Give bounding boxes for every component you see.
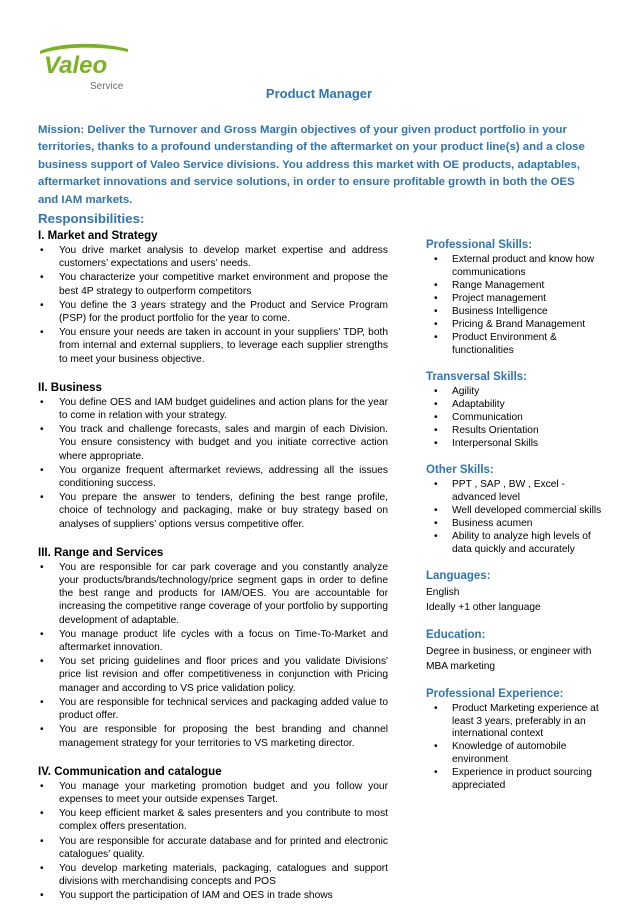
- bullet: •: [434, 332, 438, 344]
- list-item: • Product Marketing experience at least 3 years, preferably in an international context: [434, 702, 599, 740]
- list-item: • You characterize your competitive market environment and propose the best 4P strategy to outperform competitors: [40, 272, 388, 297]
- bullet: •: [434, 767, 438, 779]
- list-item: • You set pricing guidelines and floor prices and you validate Divisions' price list revision and offer competitiveness in conjunction with Pricing manager and according to VS price validation policy.: [40, 656, 388, 694]
- section-title: III. Range and Services: [38, 546, 164, 559]
- bullet: •: [434, 292, 438, 304]
- responsibilities-heading: Responsibilities:: [38, 211, 145, 226]
- bullet: •: [434, 385, 438, 397]
- bullet: •: [434, 702, 438, 714]
- list-item: • You are responsible for proposing the best branding and channel management strategy for your territories to VS marketing director.: [40, 724, 388, 749]
- education-text: Degree in business, or engineer with MBA marketing: [426, 645, 592, 673]
- education: [426, 628, 606, 675]
- list-item: • You are responsible for technical services and packaging added value to product offer.: [40, 696, 388, 722]
- bullet: •: [40, 890, 44, 902]
- bullet: •: [40, 696, 44, 708]
- list-item: • You manage your marketing promotion budget and you follow your expenses to meet your outside expenses Target.: [40, 780, 388, 805]
- logo-sub-text: Service: [90, 81, 124, 92]
- list-item: • Adaptability: [434, 398, 505, 410]
- transversal-skills: [426, 370, 606, 451]
- bullet: •: [434, 479, 438, 491]
- list-item: • Agility: [434, 385, 480, 397]
- bullet: •: [434, 425, 438, 437]
- list-item: • Communication: [434, 412, 523, 424]
- bullet: •: [40, 492, 44, 504]
- list-item: • Knowledge of automobile environment: [434, 741, 567, 766]
- section-business: [38, 381, 388, 531]
- section-title: I. Market and Strategy: [38, 230, 158, 242]
- bullet: •: [434, 504, 438, 516]
- bullet: •: [40, 808, 44, 820]
- list-item: • Results Orientation: [434, 425, 539, 437]
- bullet: •: [40, 424, 44, 436]
- bullet: •: [434, 254, 438, 265]
- bullet: •: [40, 396, 44, 408]
- logo-brand-text: Valeo: [44, 52, 108, 79]
- language-line: Ideally +1 other language: [426, 602, 541, 614]
- list-item: • You ensure your needs are taken in account in your suppliers’ TDP, both from internal and external suppliers, to leverage each supplier strengths to meet your business objective.: [40, 327, 388, 365]
- list-item: • Well developed commercial skills: [434, 504, 602, 516]
- list-item: • You support the participation of IAM and OES in trade shows: [40, 890, 333, 902]
- responsibilities-column: [38, 229, 388, 918]
- experience-heading: Professional Experience:: [426, 687, 564, 700]
- section-title: IV. Communication and catalogue: [38, 765, 222, 778]
- transversal-skills-heading: Transversal Skills:: [426, 370, 528, 383]
- bullet: •: [40, 245, 44, 256]
- languages-heading: Languages:: [426, 569, 491, 582]
- other-skills: [426, 463, 606, 557]
- section-market-strategy: [38, 229, 388, 366]
- professional-experience: [426, 687, 606, 793]
- bullet: •: [40, 272, 44, 284]
- list-item: • You track and challenge forecasts, sales and margin of each Division. You ensure consistency with budget and you initiate corrective action where appropriate.: [40, 424, 388, 462]
- list-item: • You define the 3 years strategy and the Product and Service Program (PSP) for the product portfolio for the year to come.: [40, 299, 388, 325]
- list-item: • Experience in product sourcing appreciated: [434, 767, 592, 792]
- list-item: • Product Environment & functionalities: [434, 332, 557, 357]
- bullet: •: [434, 518, 438, 530]
- bullet: •: [434, 438, 438, 450]
- section-range-services: [38, 546, 388, 750]
- list-item: • Pricing & Brand Management: [434, 319, 586, 331]
- bullet: •: [434, 279, 438, 291]
- section-communication-catalogue: [38, 765, 388, 903]
- list-item: • You define OES and IAM budget guidelines and action plans for the year to come in relation with your strategy.: [40, 396, 388, 422]
- professional-skills-heading: Professional Skills:: [426, 239, 533, 251]
- section-title: II. Business: [38, 381, 102, 394]
- list-item: • PPT , SAP , BW , Excel - advanced level: [434, 479, 565, 503]
- bullet: •: [40, 862, 44, 874]
- list-item: • You organize frequent aftermarket reviews, addressing all the issues conditioning success.: [40, 464, 388, 490]
- bullet: •: [40, 299, 44, 311]
- list-item: • Range Management: [434, 279, 545, 291]
- bullet: •: [40, 724, 44, 736]
- languages: [426, 569, 606, 616]
- bullet: •: [434, 412, 438, 424]
- bullet: •: [40, 780, 44, 792]
- page-title: Product Manager: [265, 86, 373, 101]
- bullet: •: [434, 741, 438, 753]
- bullet: •: [40, 561, 44, 573]
- bullet: •: [40, 464, 44, 476]
- list-item: • You drive market analysis to develop market expertise and address customers’ expectations and users’ needs.: [40, 245, 388, 270]
- bullet: •: [434, 319, 438, 331]
- skills-column: [426, 238, 606, 805]
- bullet: •: [40, 628, 44, 640]
- mission-statement: Mission: Deliver the Turnover and Gross Margin objectives of your given product portfolio in your territories, thanks to a profound understanding of the aftermarket on your product line(s) and a close business support of Valeo Service divisions. You address this market with OE products, adaptables, aftermarket innovations and service solutions, in order to ensure profitable growth in both the OES and IAM markets.: [38, 124, 585, 206]
- bullet: •: [434, 531, 438, 543]
- bullet: •: [434, 306, 438, 318]
- list-item: • Interpersonal Skills: [434, 438, 539, 450]
- bullet: •: [40, 835, 44, 847]
- list-item: • You prepare the answer to tenders, defining the best range profile, choice of technology and packaging, make or buy strategy based on analyses of suppliers’ options versus competitive offer.: [40, 492, 388, 530]
- education-heading: Education:: [426, 628, 486, 641]
- list-item: • Business Intelligence: [434, 306, 548, 318]
- other-skills-heading: Other Skills:: [426, 464, 494, 477]
- professional-skills: [426, 238, 606, 358]
- bullet: •: [40, 656, 44, 668]
- language-line: English: [426, 586, 460, 598]
- list-item: • You are responsible for car park coverage and you constantly analyze your products/brands/technology/price segment gaps in order to define the best range and products for IAM/OES. You are accountable for increasing the competitive range coverage of your portfolio by supporting development of adaptable.: [40, 561, 388, 626]
- list-item: • You manage product life cycles with a focus on Time-To-Market and aftermarket innovation.: [40, 628, 388, 654]
- list-item: • You develop marketing materials, packaging, catalogues and support divisions with merchandising concepts and POS: [40, 862, 388, 888]
- bullet: •: [40, 327, 44, 339]
- list-item: • Ability to analyze high levels of data quickly and accurately: [434, 531, 591, 555]
- bullet: •: [434, 398, 438, 410]
- list-item: • External product and know how communications: [434, 254, 595, 278]
- list-item: • Project management: [434, 292, 547, 304]
- list-item: • You are responsible for accurate database and for printed and electronic catalogues’ quality.: [40, 835, 388, 860]
- list-item: • You keep efficient market & sales presenters and you contribute to most complex offers presentation.: [40, 808, 388, 833]
- list-item: • Business acumen: [434, 518, 533, 530]
